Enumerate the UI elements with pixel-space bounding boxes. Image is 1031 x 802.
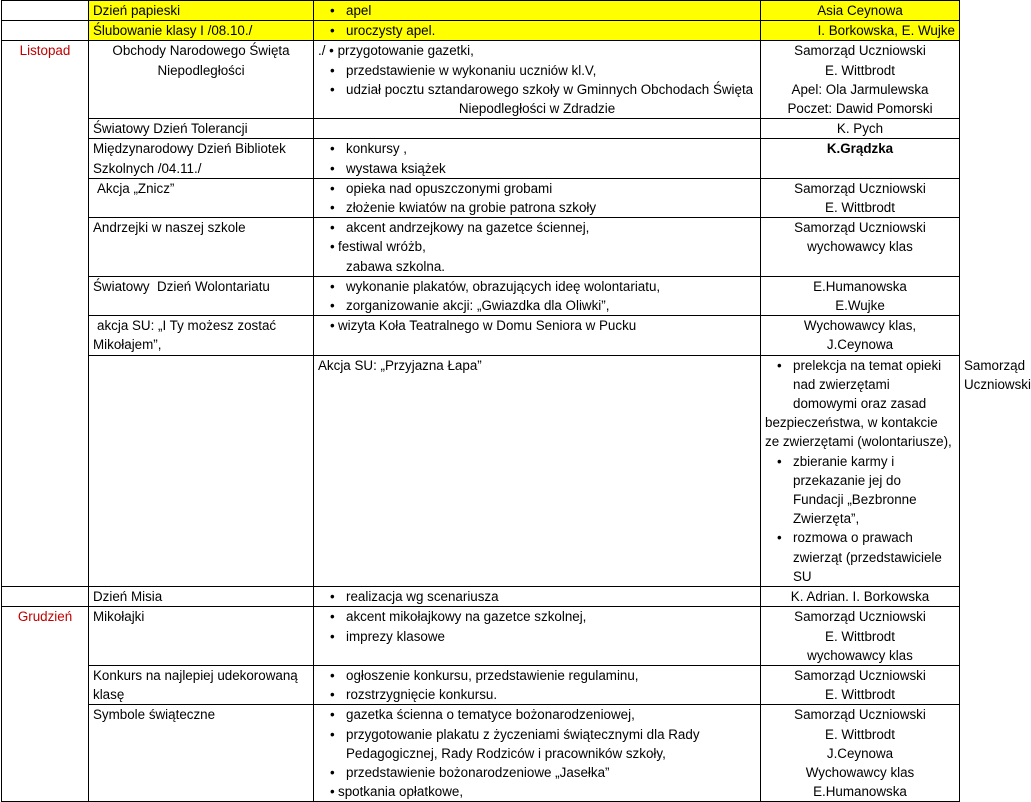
responsible-text: Samorząd Uczniowski — [794, 180, 926, 196]
event-text: Mikołajem”, — [93, 337, 162, 353]
month-cell — [89, 355, 314, 586]
event-text: Szkolnych /04.11./ — [93, 160, 202, 176]
bullet-icon: • — [777, 357, 782, 373]
event-cell — [89, 1, 314, 21]
description-cell — [314, 316, 761, 355]
bullet-icon: • — [330, 180, 335, 196]
table-row — [2, 316, 960, 355]
event-text: Ślubowanie klasy I /08.10./ — [93, 23, 253, 39]
list-item — [318, 257, 756, 276]
bullet-icon: • — [330, 81, 335, 97]
event-cell — [89, 607, 314, 666]
table-row — [2, 705, 960, 802]
description-cell — [314, 41, 761, 119]
event-text: Konkurs na najlepiej udekorowaną — [93, 667, 298, 683]
description-text: apel — [346, 3, 372, 18]
month-cell — [2, 587, 89, 607]
event-cell — [89, 316, 314, 355]
responsible-text: K. Adrian. I. Borkowska — [790, 589, 930, 605]
event-cell — [89, 178, 314, 217]
table-row — [2, 178, 960, 217]
responsible-text: Samorząd Uczniowski — [794, 43, 926, 59]
list-item — [318, 61, 756, 80]
bullet-icon: • — [330, 298, 335, 314]
event-cell — [89, 218, 314, 277]
description-text: Pedagogicznej, Rady Rodziców i pracowników szkoły, — [346, 745, 666, 761]
list-item — [318, 316, 756, 335]
description-text: akcent mikołajkowy na gazetce szkolnej, — [346, 609, 587, 625]
event-text: Niepodległości — [157, 62, 245, 78]
responsible-text: K.Grądzka — [826, 141, 894, 157]
responsible-cell — [761, 705, 960, 802]
description-text: zbieranie karmy i przekazanie jej do Fundacji „Bezbronne Zwierzęta”, — [793, 453, 917, 527]
bullet-icon: • — [777, 530, 782, 546]
description-cell — [314, 665, 761, 704]
description-text: przedstawienie w wykonaniu uczniów kl.V, — [346, 62, 597, 78]
table-row — [2, 139, 960, 178]
activity-plan-table — [1, 0, 1031, 802]
event-text: Światowy Dzień Tolerancji — [93, 121, 248, 137]
event-text: Akcja „Znicz” — [97, 180, 175, 196]
list-item — [318, 607, 756, 626]
list-item — [765, 452, 955, 529]
month-cell-grudzien — [2, 607, 89, 802]
list-item — [765, 413, 955, 451]
description-cell — [314, 607, 761, 666]
bullet-icon: • — [330, 667, 335, 683]
table-row — [2, 607, 960, 666]
list-item — [318, 763, 756, 782]
responsible-text: wychowawcy klas — [807, 647, 913, 663]
bullet-icon: • — [330, 609, 335, 625]
responsible-cell — [761, 587, 960, 607]
description-cell — [314, 705, 761, 802]
responsible-text: E. Wittbrodt — [825, 628, 895, 644]
list-item — [318, 179, 756, 198]
event-text: Obchody Narodowego Święta — [112, 43, 290, 59]
list-item — [318, 627, 756, 646]
responsible-cell — [761, 178, 960, 217]
table-row — [2, 119, 960, 139]
event-cell — [89, 665, 314, 704]
event-text: Mikołajki — [93, 609, 145, 625]
description-text: wystawa książek — [346, 160, 446, 176]
list-item — [318, 277, 756, 296]
table-row — [2, 665, 960, 704]
responsible-text: Wychowawcy klas — [805, 764, 915, 780]
description-text: imprezy klasowe — [346, 628, 445, 644]
event-cell — [89, 119, 314, 139]
event-text: Międzynarodowy Dzień Bibliotek — [93, 141, 286, 157]
responsible-cell — [761, 607, 960, 666]
responsible-text: E. Wittbrodt — [825, 200, 895, 216]
description-text: udział pocztu sztandarowego szkoły w Gminnych Obchodach Święta — [346, 81, 754, 97]
list-item — [318, 139, 756, 158]
event-cell — [89, 276, 314, 315]
bullet-icon: • — [330, 200, 335, 216]
responsible-text: Asia Ceynowa — [817, 3, 903, 18]
responsible-text: E. Wittbrodt — [825, 726, 895, 742]
description-cell — [761, 355, 960, 586]
table-row — [2, 41, 960, 119]
responsible-text: E.Wujke — [835, 298, 885, 314]
table-row — [2, 1, 960, 21]
description-cell — [314, 218, 761, 277]
list-item — [318, 218, 756, 237]
responsible-cell — [761, 41, 960, 119]
description-text: ogłoszenie konkursu, przedstawienie regulaminu, — [346, 667, 639, 683]
bullet-icon: • — [330, 278, 335, 294]
description-text: spotkania opłatkowe, — [338, 784, 464, 800]
responsible-cell — [761, 139, 960, 178]
list-item — [318, 237, 756, 256]
list-item — [318, 159, 756, 178]
description-text: wizyta Koła Teatralnego w Domu Seniora w Pucku — [338, 318, 637, 334]
responsible-text: Samorząd Uczniowski — [794, 707, 926, 723]
description-text: bezpieczeństwa, w kontakcie ze zwierzętami (wolontariusze), — [765, 415, 952, 450]
bullet-icon: • — [330, 764, 335, 780]
month-label: Listopad — [19, 43, 71, 59]
bullet-icon: • — [777, 453, 782, 469]
event-text: Symbole świąteczne — [93, 707, 216, 723]
description-text: wykonanie plakatów, obrazujących ideę wolontariatu, — [346, 278, 661, 294]
list-item — [318, 782, 756, 801]
table-row — [2, 276, 960, 315]
responsible-text: Samorząd Uczniowski — [794, 667, 926, 683]
bullet-icon: • — [330, 23, 335, 39]
responsible-cell — [761, 276, 960, 315]
description-text: przygotowanie plakatu z życzeniami świątecznymi dla Rady — [346, 726, 700, 742]
month-cell — [2, 1, 89, 21]
list-item — [318, 1, 756, 20]
description-cell — [314, 21, 761, 41]
responsible-text: Samorząd Uczniowski — [794, 220, 926, 236]
description-text: złożenie kwiatów na grobie patrona szkoły — [346, 200, 597, 216]
bullet-icon: • — [330, 62, 335, 78]
month-label: Grudzień — [17, 609, 73, 625]
bullet-icon: • — [330, 160, 335, 176]
list-item — [318, 198, 756, 217]
list-item — [318, 685, 756, 704]
bullet-icon: • — [330, 589, 335, 605]
bullet-icon: • — [330, 628, 335, 644]
responsible-cell — [761, 1, 960, 21]
responsible-text: I. Borkowska, E. Wujke — [817, 23, 955, 39]
responsible-text: J.Ceynowa — [826, 745, 894, 761]
responsible-text: Samorząd Uczniowski — [794, 609, 926, 625]
list-item — [318, 80, 756, 99]
bullet-icon: • — [330, 239, 335, 255]
responsible-cell — [761, 316, 960, 355]
bullet-icon: • — [330, 687, 335, 703]
event-text: Akcja SU: „Przyjazna Łapa” — [318, 357, 482, 373]
description-text: zabawa szkolna. — [346, 258, 445, 274]
description-text: gazetka ścienna o tematyce bożonarodzeniowej, — [346, 707, 635, 723]
responsible-text: E.Humanowska — [813, 784, 907, 800]
bullet-icon: • — [330, 784, 335, 800]
bullet-icon: • — [330, 3, 335, 18]
description-text: zorganizowanie akcji: „Gwiazdka dla Oliwki”, — [346, 298, 610, 314]
bullet-icon: • — [330, 141, 335, 157]
description-text: prelekcja na temat opieki nad zwierzętami domowymi oraz zasad — [793, 357, 942, 412]
responsible-text: J.Ceynowa — [826, 337, 894, 353]
event-text: klasę — [93, 687, 125, 703]
responsible-cell — [761, 21, 960, 41]
event-cell — [89, 21, 314, 41]
description-text: ./ • przygotowanie gazetki, — [318, 43, 474, 59]
list-item — [318, 21, 756, 40]
table-row: Akcja SU: „Przyjazna Łapa” • prelekcja na temat opieki nad zwierzętami domowymi oraz zasad bezpieczeństwa, w kontakcie ze zwierzętami (wolontariusze), • zbieranie karmy i przekazanie jej do Fundacji „Bezbronne Zwierzęta”, • rozmowa o prawach zwierząt (przedstawiciele SU Samorząd Uczniowski — [2, 355, 960, 586]
event-text: Dzień Misia — [93, 589, 163, 605]
list-item — [318, 99, 756, 118]
event-cell — [89, 705, 314, 802]
list-item — [318, 296, 756, 315]
bullet-icon: • — [330, 726, 335, 742]
description-text: Niepodległości w Zdradzie — [458, 101, 616, 117]
description-text: przedstawienie bożonarodzeniowe „Jasełka” — [346, 764, 610, 780]
description-cell — [314, 1, 761, 21]
description-text: akcent andrzejkowy na gazetce ściennej, — [346, 220, 590, 236]
event-text: Światowy Dzień Wolontariatu — [93, 278, 270, 294]
table-row — [2, 218, 960, 277]
event-text: akcja SU: „I Ty możesz zostać — [97, 318, 277, 334]
responsible-cell — [761, 119, 960, 139]
description-cell — [314, 276, 761, 315]
list-item — [318, 587, 756, 606]
responsible-text: E. Wittbrodt — [825, 687, 895, 703]
list-item — [318, 705, 756, 724]
responsible-text: Apel: Ola Jarmulewska — [791, 81, 929, 97]
description-text: konkursy , — [346, 141, 408, 157]
month-cell-listopad — [2, 41, 89, 587]
event-cell — [89, 41, 314, 119]
description-cell — [314, 119, 761, 139]
bullet-icon: • — [330, 220, 335, 236]
list-item — [765, 356, 955, 414]
event-cell — [89, 587, 314, 607]
description-text: opieka nad opuszczonymi grobami — [346, 180, 553, 196]
event-text: Andrzejki w naszej szkole — [93, 220, 246, 236]
description-text: festiwal wróżb, — [338, 239, 426, 255]
description-text: rozmowa o prawach zwierząt (przedstawiciele SU — [793, 530, 942, 584]
list-item — [318, 41, 756, 60]
responsible-text: E. Wittbrodt — [825, 62, 895, 78]
responsible-text: wychowawcy klas — [807, 239, 913, 255]
responsible-text: K. Pych — [836, 121, 884, 137]
bullet-icon: • — [330, 707, 335, 723]
event-text: Dzień papieski — [93, 3, 181, 18]
list-item — [318, 744, 756, 763]
responsible-text: Wychowawcy klas, — [803, 318, 917, 334]
responsible-text: E.Humanowska — [813, 278, 907, 294]
responsible-cell — [761, 218, 960, 277]
description-text: rozstrzygnięcie konkursu. — [346, 687, 498, 703]
month-cell — [2, 21, 89, 41]
bullet-icon: • — [330, 318, 335, 334]
responsible-cell — [761, 665, 960, 704]
event-cell — [314, 355, 761, 586]
description-text: uroczysty apel. — [346, 23, 436, 39]
table-row — [2, 587, 960, 607]
description-cell — [314, 139, 761, 178]
description-cell — [314, 587, 761, 607]
list-item — [318, 666, 756, 685]
list-item — [318, 725, 756, 744]
list-item — [765, 528, 955, 586]
responsible-text: Poczet: Dawid Pomorski — [787, 101, 933, 117]
event-cell — [89, 139, 314, 178]
table-row — [2, 21, 960, 41]
description-text: realizacja wg scenariusza — [346, 589, 499, 605]
description-cell — [314, 178, 761, 217]
